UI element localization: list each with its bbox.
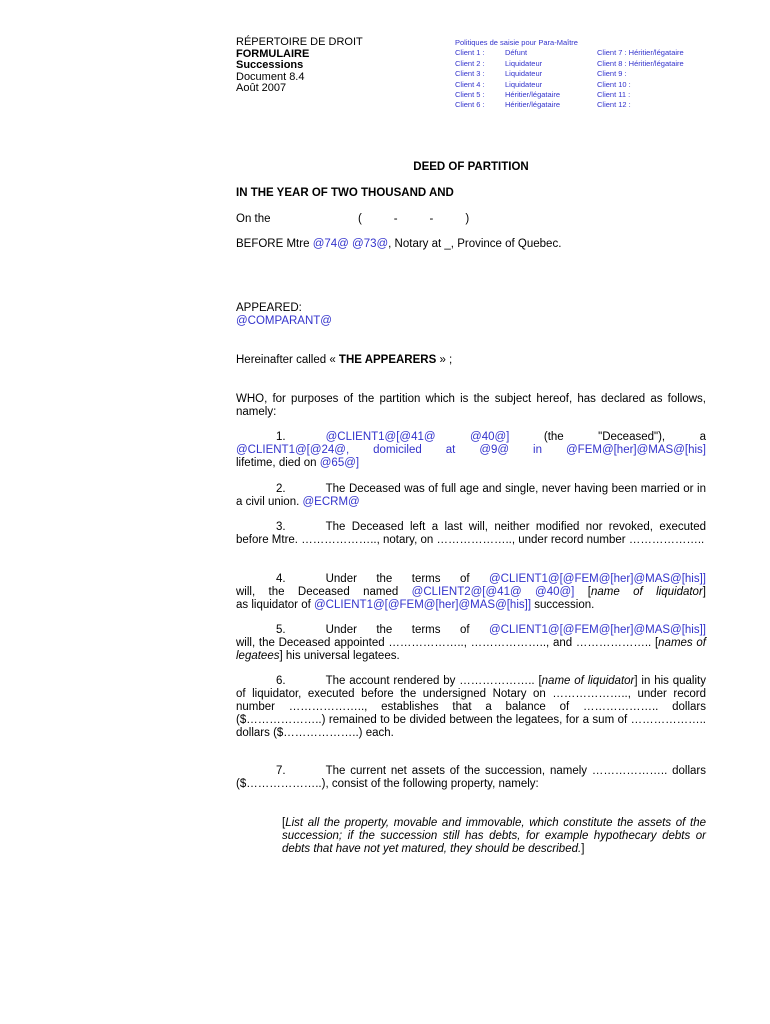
clause-7	[236, 765, 706, 791]
clause-1-line-3	[236, 457, 706, 470]
clause-number: 2.	[276, 483, 286, 495]
policy-client: Client 2 :	[455, 58, 485, 68]
clause-number: 1.	[276, 431, 286, 443]
policy-role: Héritier/légataire	[505, 90, 561, 100]
clause-4-line-2	[236, 586, 706, 599]
property-instruction-text: List all the property, movable and immovable, which constitute the assets of the succession; if the succession still has debts, for example hypothecary debts or debts that have not yet matured, they should be described.	[282, 817, 706, 855]
clause-1-text: (the "Deceased"), a	[509, 431, 706, 443]
document-header	[236, 37, 363, 95]
before-line	[236, 238, 706, 251]
policy-client: Client 3 :	[455, 69, 485, 79]
policy-client-right: Client 12 :	[597, 100, 631, 110]
clause-1-line-1	[236, 431, 706, 444]
clause-2	[236, 483, 706, 509]
policy-client: Client 1 :	[455, 48, 485, 58]
date-line	[236, 213, 706, 226]
clause-5-end: ] his universal legatees.	[279, 650, 400, 662]
date-placeholder: ( - - )	[358, 213, 470, 225]
hereinafter-end: » ;	[436, 354, 453, 366]
policy-role: Héritier/légataire	[505, 100, 561, 110]
header-line-1: RÉPERTOIRE DE DROIT	[236, 36, 363, 48]
client2-field: @CLIENT2@[@41@ @40@]	[411, 586, 575, 598]
clause-number: 7.	[276, 765, 286, 777]
property-instruction	[282, 817, 706, 856]
policy-row	[455, 69, 684, 79]
clause-4-will: will, the Deceased named	[236, 586, 412, 598]
policy-client: Client 5 :	[455, 90, 485, 100]
deed-title: DEED OF PARTITION	[413, 161, 529, 173]
client1-field: @CLIENT1@[@41@ @40@]	[325, 431, 510, 443]
header-line-2: FORMULAIRE	[236, 47, 310, 60]
bracket-close: ]	[581, 843, 585, 855]
policy-role: Liquidateur	[505, 79, 543, 89]
clause-number: 4.	[276, 573, 286, 585]
policy-role: Liquidateur	[505, 58, 543, 68]
bracket-open: [	[282, 817, 286, 829]
comparant-field: @COMPARANT@	[236, 315, 332, 327]
liquidator-placeholder: name of liquidator	[590, 586, 703, 598]
policy-client-right: Client 7 : Héritier/légataire	[597, 48, 684, 58]
clause-7-text: The current net assets of the succession, namely ……………….. dollars ($………………..), consist of the following property, namely:	[236, 765, 706, 790]
appeared-label: APPEARED:	[236, 302, 302, 314]
policy-row	[455, 48, 684, 58]
clause-5-appointed: will, the Deceased appointed ……………….., ……………….., and ……………….. [	[236, 637, 659, 649]
policy-row	[455, 59, 684, 69]
policy-table	[455, 38, 684, 111]
clause-4-line-1	[236, 573, 706, 586]
policy-row	[455, 100, 684, 110]
before-rest: , Notary at _, Province of Quebec.	[388, 238, 562, 250]
clause-4-text: Under the terms of	[325, 573, 489, 585]
client1-possessive-field: @CLIENT1@[@FEM@[her]@MAS@[his]]	[488, 573, 706, 585]
clause-2-text: The Deceased was of full age and single, never having been married or in a civil union.	[236, 483, 706, 508]
clause-4	[236, 573, 706, 612]
clause-5-line-1	[236, 624, 706, 637]
header-line-3: Successions	[236, 59, 304, 71]
client1-possessive-field-2: @CLIENT1@[@FEM@[her]@MAS@[his]]	[314, 599, 532, 611]
clause-4-liquidator: as liquidator of	[236, 599, 314, 611]
who-paragraph: WHO, for purposes of the partition which is the subject hereof, has declared as follows, namely:	[236, 393, 706, 418]
clause-5-rest	[236, 637, 706, 663]
clause-5	[236, 624, 706, 663]
policy-client-right: Client 11 :	[597, 90, 631, 100]
policy-client-right: Client 9 :	[597, 69, 627, 79]
legatees-placeholder: names of legatees	[236, 637, 706, 662]
clause-6	[236, 675, 706, 740]
client1-possessive-field-3: @CLIENT1@[@FEM@[her]@MAS@[his]]	[488, 624, 706, 636]
clause-1-lifetime: lifetime, died on	[236, 457, 320, 469]
policy-row	[455, 90, 684, 100]
appeared-block	[236, 302, 706, 328]
policy-client: Client 6 :	[455, 100, 485, 110]
policy-client-right: Client 10 :	[597, 79, 631, 89]
clause-6-text: The account rendered by ……………….. [	[325, 675, 542, 687]
policy-role: Liquidateur	[505, 69, 543, 79]
ecrm-field: @ECRM@	[302, 496, 360, 508]
clause-4-end: succession.	[531, 599, 595, 611]
year-line: IN THE YEAR OF TWO THOUSAND AND	[236, 187, 454, 199]
clause-6-rest: ] in his quality of liquidator, executed before the undersigned Notary on ……………….., under record number ……………….., establishes that a balance of ……………….. dollars ($………………..) remained to be divided between the legatees, for a sum of ……………….. dollars ($………………..) each.	[236, 675, 706, 739]
policy-client: Client 4 :	[455, 79, 485, 89]
clause-number: 6.	[276, 675, 286, 687]
clause-4-line-3	[236, 599, 706, 612]
liquidator-placeholder-2: name of liquidator	[541, 675, 635, 687]
bracket-close: ]	[702, 586, 706, 598]
policy-title: Politiques de saisie pour Para-Maître	[455, 38, 578, 47]
appearers-term: THE APPEARERS	[338, 354, 437, 366]
header-line-5: Août 2007	[236, 82, 287, 94]
clause-number: 3.	[276, 521, 286, 533]
clause-1	[236, 431, 706, 470]
clause-3	[236, 521, 706, 547]
hereinafter-line	[236, 354, 706, 367]
client1-domicile-field: @CLIENT1@[@24@, domiciled at @9@ in @FEM@[her]@MAS@[his]	[236, 444, 706, 456]
policy-role: Défunt	[505, 48, 528, 58]
clause-5-text: Under the terms of	[325, 624, 489, 636]
policy-row	[455, 80, 684, 90]
clause-number: 5.	[276, 624, 286, 636]
policy-client-right: Client 8 : Héritier/légataire	[597, 58, 684, 68]
death-date-field: @65@]	[319, 457, 360, 469]
hereinafter-text: Hereinafter called «	[236, 354, 339, 366]
before-label: BEFORE Mtre	[236, 238, 313, 250]
header-line-4: Document 8.4	[236, 70, 305, 83]
on-the-label: On the	[236, 213, 271, 225]
notary-field: @74@ @73@	[312, 238, 389, 250]
clause-3-text: The Deceased left a last will, neither modified nor revoked, executed before Mtre. ……………….., notary, on ……………….., under record number ………………..	[236, 521, 706, 546]
bracket-open: [	[574, 586, 591, 598]
